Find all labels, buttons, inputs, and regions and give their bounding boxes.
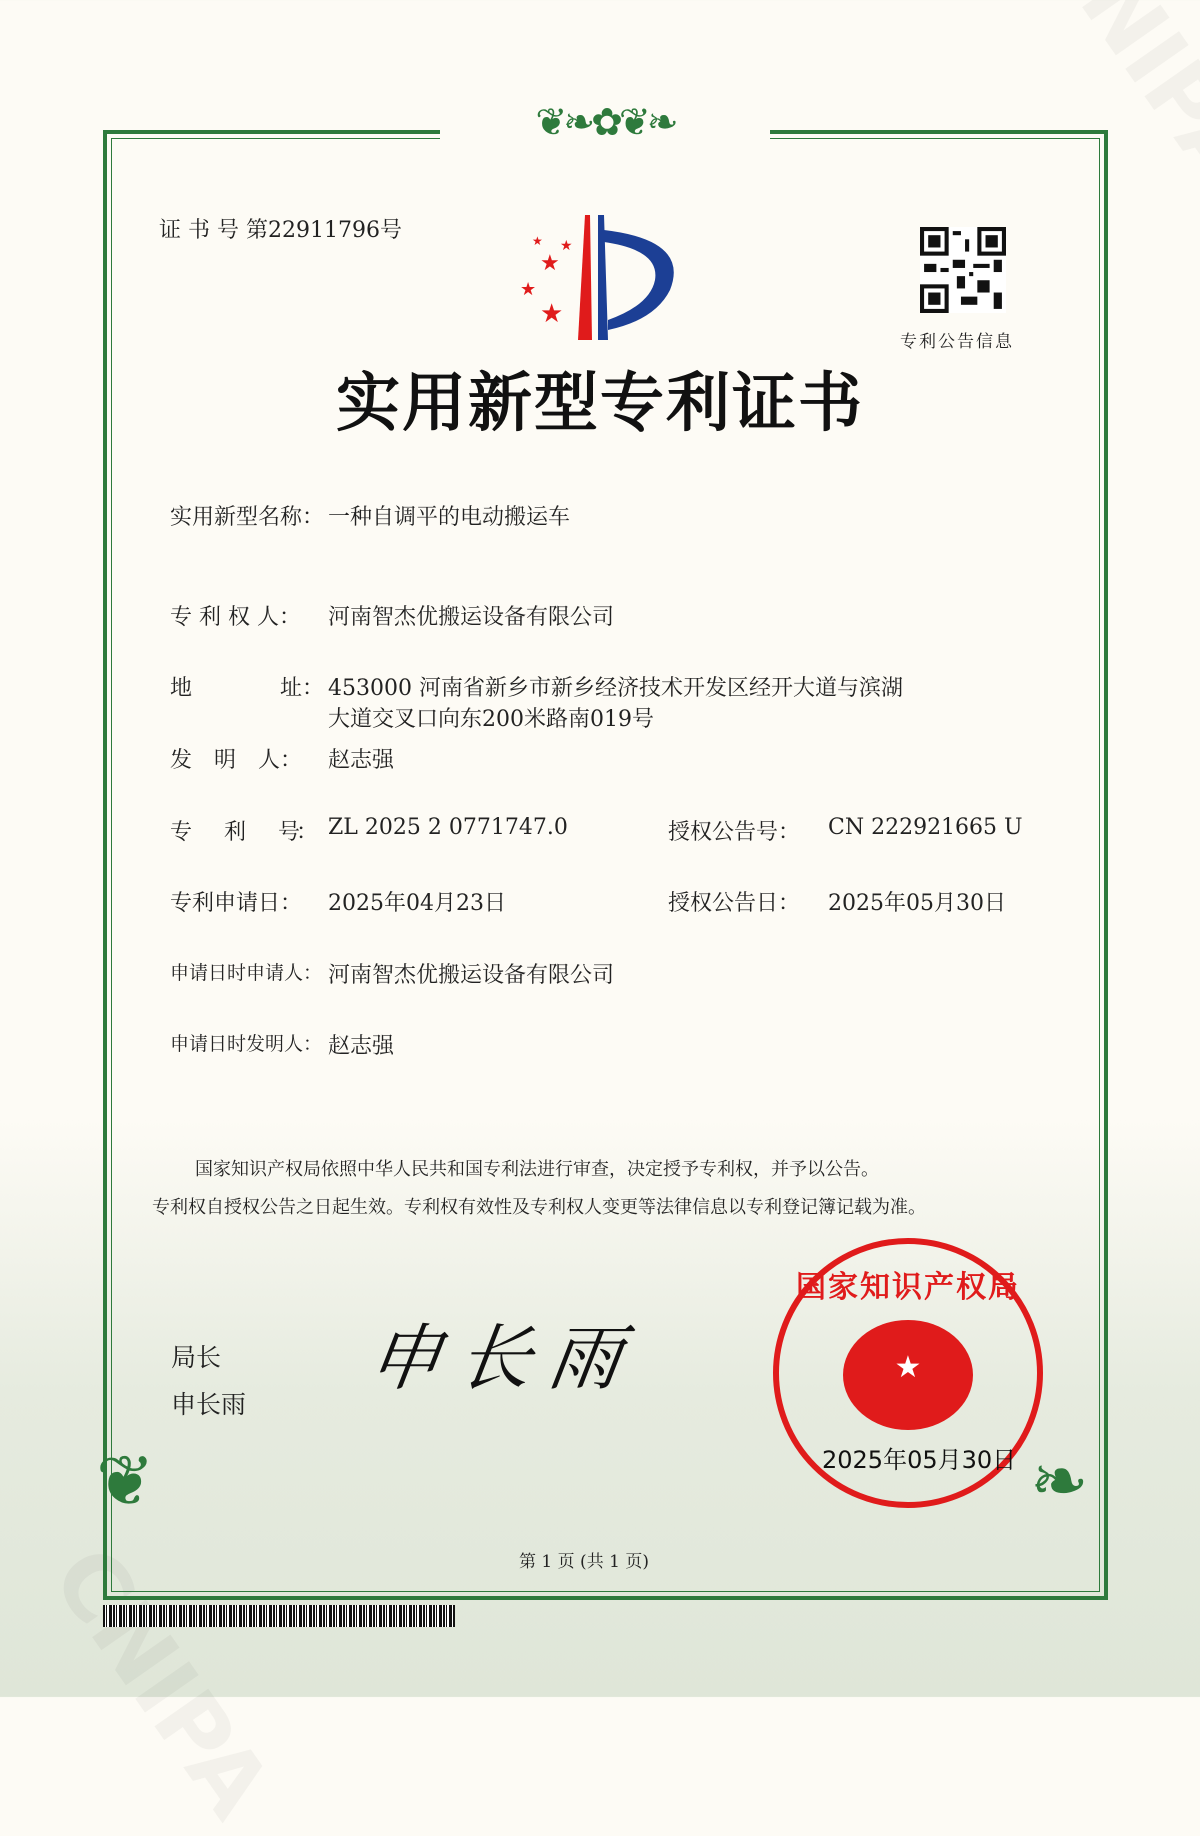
svg-text:★: ★ — [532, 234, 543, 248]
qr-code-icon[interactable] — [920, 227, 1006, 313]
inventor-value: 赵志强 — [328, 748, 395, 773]
applicant-at-filing-value: 河南智杰优搬运设备有限公司 — [328, 963, 615, 988]
grant-pub-number-value: CN 222921665 U — [828, 815, 1023, 840]
patentee-label: 专 利 权 人： — [170, 605, 301, 630]
national-emblem-icon: ★ — [843, 1320, 973, 1430]
corner-ornament-icon: ❦ — [96, 1440, 155, 1522]
signature: 申长雨 — [363, 1316, 646, 1400]
applicant-at-filing-label: 申请日时申请人： — [170, 962, 323, 984]
notice-line-1: 国家知识产权局依照中华人民共和国专利法进行审查，决定授予专利权，并予以公告。 — [195, 1159, 879, 1180]
svg-text:★: ★ — [540, 251, 560, 276]
address-line-2: 大道交叉口向东200米路南019号 — [328, 707, 654, 732]
corner-ornament-icon: ❧ — [1030, 1440, 1089, 1522]
filing-date-value: 2025年04月23日 — [328, 891, 506, 916]
patentee-value: 河南智杰优搬运设备有限公司 — [328, 605, 615, 630]
svg-text:★: ★ — [540, 299, 564, 329]
name-value: 一种自调平的电动搬运车 — [328, 505, 571, 530]
patent-number-label: 专 利 号： — [170, 820, 315, 845]
signatory-title: 局长 — [171, 1343, 222, 1372]
grant-pub-date-label: 授权公告日： — [668, 891, 801, 916]
qr-label: 专利公告信息 — [900, 332, 1014, 352]
page-indicator: 第 1 页 (共 1 页) — [519, 1552, 649, 1572]
top-ornament-icon: ❦❧✿❦❧ — [440, 100, 770, 160]
name-label: 实用新型名称： — [170, 505, 325, 530]
seal-text: 国家知识产权局 — [796, 1270, 1020, 1305]
barcode-icon — [103, 1605, 455, 1627]
address-label: 地 — [170, 676, 193, 701]
inventor-at-filing-value: 赵志强 — [328, 1034, 395, 1059]
patent-number-value: ZL 2025 2 0771747.0 — [328, 815, 568, 840]
filing-date-label: 专利申请日： — [170, 891, 303, 916]
grant-pub-date-value: 2025年05月30日 — [828, 891, 1006, 916]
notice-line-2: 专利权自授权公告之日起生效。专利权有效性及专利权人变更等法律信息以专利登记簿记载为准。 — [152, 1197, 926, 1218]
certificate-title: 实用新型专利证书 — [336, 367, 864, 441]
cnipa-logo-icon — [520, 210, 695, 345]
svg-text:★: ★ — [520, 279, 537, 300]
seal-date: 2025年05月30日 — [822, 1446, 1017, 1474]
svg-text:★: ★ — [560, 238, 573, 254]
certificate-number: 证 书 号 第22911796号 — [159, 218, 402, 243]
address-line-1: 453000 河南省新乡市新乡经济技术开发区经开大道与滨湖 — [328, 676, 903, 701]
inventor-label: 发 明 人： — [170, 748, 303, 773]
inventor-at-filing-label: 申请日时发明人： — [170, 1033, 323, 1055]
grant-pub-number-label: 授权公告号： — [668, 820, 801, 845]
address-label-suffix: 址： — [280, 676, 325, 701]
signatory-name: 申长雨 — [171, 1390, 247, 1419]
